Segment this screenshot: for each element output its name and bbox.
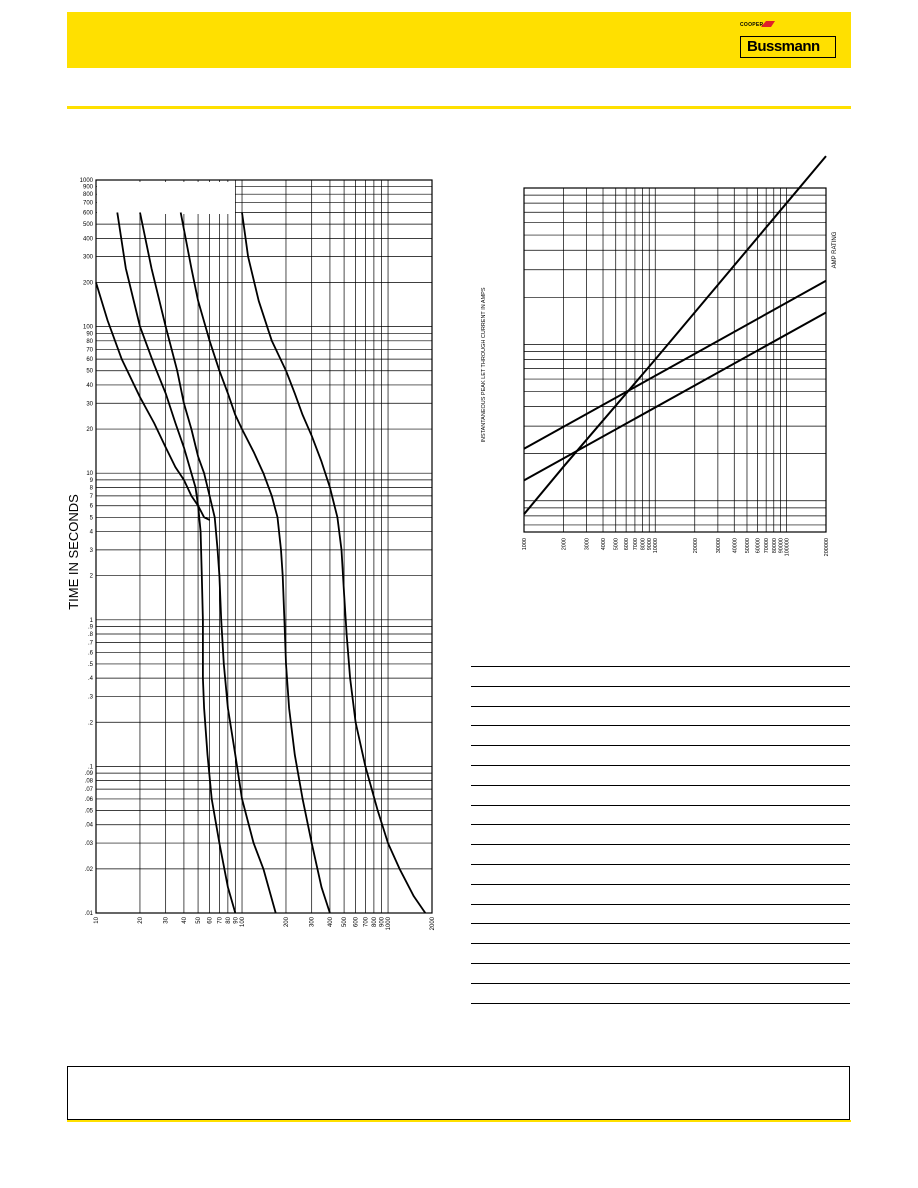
- y-tick-label: .02: [84, 866, 93, 873]
- table-row-rule: [471, 765, 850, 766]
- x-tick-label: 9000: [647, 538, 654, 551]
- amp-rating-label: AMP RATING: [832, 231, 838, 269]
- y-tick-label: 20: [86, 427, 93, 434]
- time-current-curve: [181, 213, 330, 914]
- x-tick-label: 800: [371, 917, 378, 928]
- y-tick-label: 7: [89, 493, 93, 500]
- y-tick-label: 700: [82, 200, 93, 207]
- y-tick-label: .7: [87, 640, 93, 647]
- x-tick-label: 8000: [640, 538, 647, 551]
- y-tick-label: 500: [82, 222, 93, 229]
- y-tick-label: 2: [89, 573, 93, 580]
- x-tick-label: 70000: [764, 538, 771, 554]
- x-tick-label: 30000: [715, 538, 722, 554]
- y-tick-label: 400: [82, 236, 93, 243]
- y-tick-label: 60: [86, 357, 93, 364]
- table-row-rule: [471, 805, 850, 806]
- legend-area: [97, 182, 235, 214]
- y-tick-label: .07: [84, 787, 93, 794]
- y-tick-label: 70: [86, 347, 93, 354]
- x-tick-label: 20000: [692, 538, 699, 554]
- table-row-rule: [471, 725, 850, 726]
- table-row-rule: [471, 785, 850, 786]
- y-tick-label: .8: [87, 632, 93, 639]
- y-tick-label: .08: [84, 778, 93, 785]
- y-tick-label: 90: [86, 331, 93, 338]
- x-tick-label: 60: [207, 917, 214, 924]
- x-tick-label: 900: [379, 917, 386, 928]
- table-row-rule: [471, 904, 850, 905]
- x-tick-label: 1000: [522, 538, 528, 551]
- table-row-rule: [471, 884, 850, 885]
- table-row-rule: [471, 943, 850, 944]
- y-tick-label: 8: [89, 485, 93, 492]
- x-tick-label: 400: [327, 917, 334, 928]
- y-tick-label: 1: [89, 617, 93, 624]
- table-row-rule: [471, 686, 850, 687]
- x-tick-label: 60000: [755, 538, 762, 554]
- y-tick-label: 40: [86, 382, 93, 389]
- x-tick-label: 10000: [653, 538, 660, 554]
- x-tick-label: 20: [137, 917, 144, 924]
- y-tick-label: 80: [86, 338, 93, 345]
- y-tick-label: .2: [87, 720, 93, 727]
- time-current-curve: [242, 213, 425, 914]
- x-tick-label: 2000: [430, 917, 436, 931]
- x-tick-label: 5000: [613, 538, 620, 551]
- x-tick-label: 90000: [778, 538, 785, 554]
- y-tick-label: 300: [82, 254, 93, 261]
- y-tick-label: .06: [84, 796, 93, 803]
- table-row-rule: [471, 745, 850, 746]
- x-tick-label: 70: [217, 917, 224, 924]
- x-tick-label: 6000: [624, 538, 631, 551]
- y-tick-label: .4: [87, 676, 93, 683]
- x-tick-label: 300: [309, 917, 316, 928]
- x-tick-label: 50000: [744, 538, 751, 554]
- y-tick-label: .6: [87, 650, 93, 657]
- x-tick-label: 40: [181, 917, 188, 924]
- y-tick-label: 50: [86, 368, 93, 375]
- y-tick-label: 6: [89, 503, 93, 510]
- x-tick-label: 100: [240, 917, 247, 928]
- x-tick-label: 50: [196, 917, 203, 924]
- x-tick-label: 700: [363, 917, 370, 928]
- x-tick-label: 80000: [771, 538, 778, 554]
- y-tick-label: 600: [82, 210, 93, 217]
- table-row-rule: [471, 923, 850, 924]
- x-tick-label: 200: [283, 917, 290, 928]
- logo-wordmark: Bussmann: [747, 38, 820, 55]
- x-tick-label: 40000: [732, 538, 739, 554]
- footer-rule: [67, 1120, 851, 1122]
- y-tick-label: .5: [87, 661, 93, 668]
- y-tick-label: .1: [87, 764, 93, 771]
- table-row-rule: [471, 983, 850, 984]
- x-tick-label: 2000: [561, 538, 568, 551]
- x-tick-label: 3000: [584, 538, 591, 551]
- y-tick-label: .04: [84, 822, 93, 829]
- x-tick-label: 600: [353, 917, 360, 928]
- table-row-rule: [471, 666, 850, 667]
- y-tick-label: 200: [82, 280, 93, 287]
- table-row-rule: [471, 706, 850, 707]
- y-tick-label: 9: [89, 477, 93, 484]
- x-tick-label: 100000: [784, 538, 791, 557]
- y-tick-label: 1000: [79, 178, 93, 184]
- y-tick-label: 3: [89, 547, 93, 554]
- x-tick-label: 90: [233, 917, 240, 924]
- y-tick-label: 5: [89, 515, 93, 522]
- y-tick-label: .9: [87, 624, 93, 631]
- y-axis-label: TIME IN SECONDS: [66, 494, 81, 610]
- y-tick-label: 4: [89, 529, 93, 536]
- table-row-rule: [471, 963, 850, 964]
- x-tick-label: 7000: [632, 538, 639, 551]
- x-tick-label: 500: [342, 917, 349, 928]
- notice-box: [67, 1066, 850, 1120]
- peak-let-through-chart: [481, 156, 838, 556]
- x-tick-label: 80: [225, 917, 232, 924]
- table-row-rule: [471, 1003, 850, 1004]
- time-current-curve: [140, 213, 276, 914]
- y-tick-label: 10: [86, 471, 93, 478]
- x-tick-label: 4000: [601, 538, 608, 551]
- x-tick-label: 1000: [386, 917, 393, 931]
- y-tick-label: 800: [82, 192, 93, 199]
- logo-cooper-text: COOPER: [740, 22, 764, 28]
- table-row-rule: [471, 824, 850, 825]
- y-axis-label: INSTANTANEOUS PEAK LET THROUGH CURRENT IN AMPS: [481, 287, 487, 443]
- x-tick-label: 30: [163, 917, 170, 924]
- table-row-rule: [471, 864, 850, 865]
- y-tick-label: .01: [84, 911, 93, 917]
- y-tick-label: 100: [82, 324, 93, 331]
- y-tick-label: 900: [82, 184, 93, 191]
- y-tick-label: .05: [84, 808, 93, 815]
- x-tick-label: 10: [94, 917, 100, 924]
- time-current-chart: [66, 178, 436, 930]
- table-row-rule: [471, 844, 850, 845]
- time-current-curve: [96, 283, 210, 520]
- y-tick-label: .09: [84, 771, 93, 778]
- y-tick-label: 30: [86, 401, 93, 408]
- y-tick-label: .03: [84, 841, 93, 848]
- y-tick-label: .3: [87, 694, 93, 701]
- x-tick-label: 200000: [824, 538, 830, 557]
